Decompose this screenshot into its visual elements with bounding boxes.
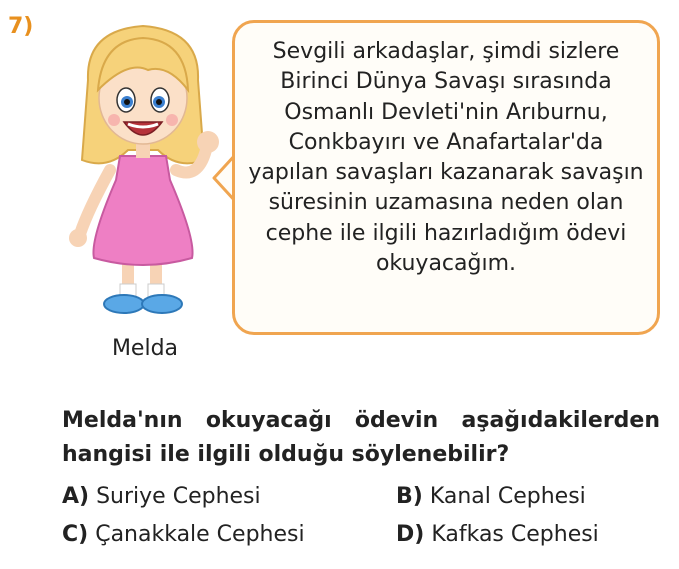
option-b-text: Kanal Cephesi bbox=[429, 484, 586, 509]
option-d[interactable] bbox=[396, 522, 599, 547]
option-a-label: A) bbox=[62, 484, 90, 509]
option-d-label: D) bbox=[396, 522, 425, 547]
question-number: 7) bbox=[8, 14, 34, 39]
character-name: Melda bbox=[111, 336, 179, 361]
speech-bubble bbox=[232, 20, 660, 335]
speech-bubble-text: Sevgili arkadaşlar, şimdi sizlere Birinci Dünya Savaşı sırasında Osmanlı Devleti'nin Arıburnu, Conkbayırı ve Anafartalar'da yapılan savaşları kazanarak savaşın süresinin uzamasına neden olan cephe ile ilgili hazırladığım ödevi okuyacağım. bbox=[248, 39, 644, 277]
option-b[interactable] bbox=[396, 484, 586, 509]
option-b-label: B) bbox=[396, 484, 423, 509]
option-a-text: Suriye Cephesi bbox=[96, 484, 261, 509]
option-a[interactable] bbox=[62, 484, 261, 509]
question-text: Melda'nın okuyacağı ödevin aşağıdakilerden hangisi ile ilgili olduğu söylenebilir? bbox=[62, 408, 660, 467]
option-c[interactable] bbox=[62, 522, 305, 547]
girl-illustration bbox=[58, 10, 228, 322]
option-d-text: Kafkas Cephesi bbox=[431, 522, 599, 547]
option-c-label: C) bbox=[62, 522, 89, 547]
option-c-text: Çanakkale Cephesi bbox=[95, 522, 305, 547]
